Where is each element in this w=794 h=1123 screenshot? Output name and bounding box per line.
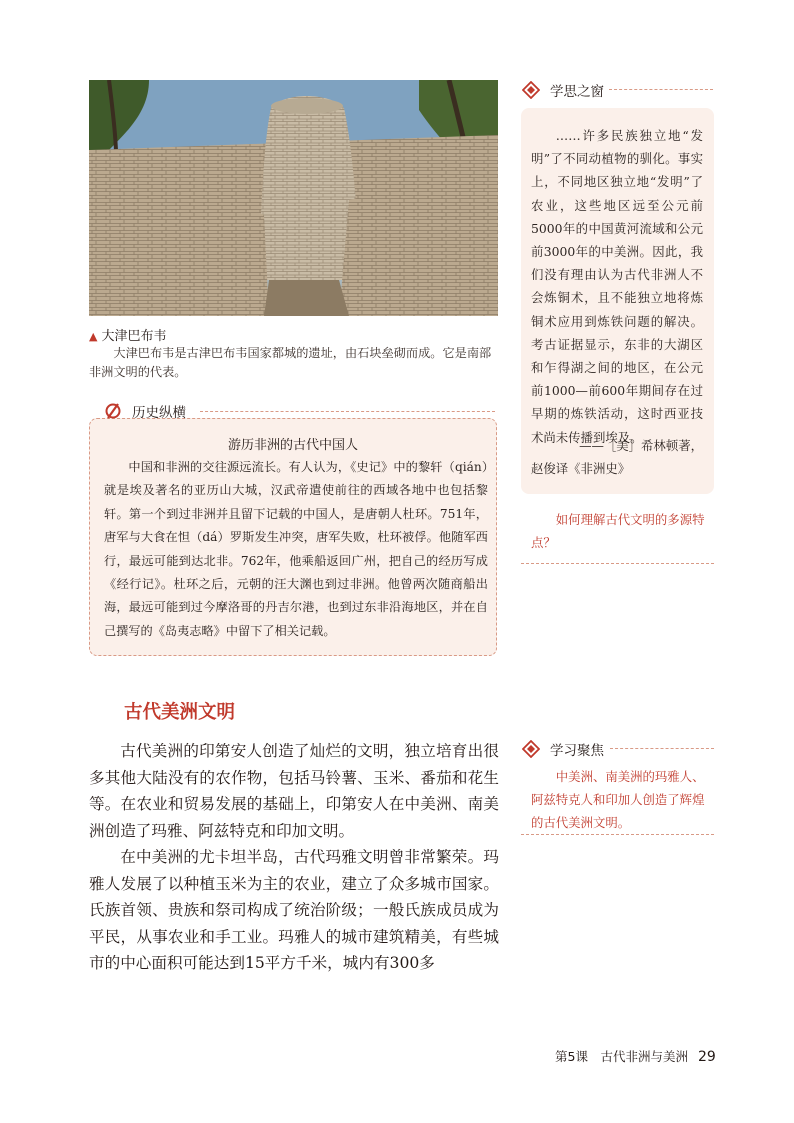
section-heading: 古代美洲文明 bbox=[124, 702, 236, 723]
caption-title-text: 大津巴布韦 bbox=[101, 329, 167, 344]
diamond-badge-icon bbox=[522, 740, 540, 758]
page-number: 29 bbox=[697, 1049, 716, 1065]
learning-focus-label: 学习聚焦 bbox=[550, 743, 604, 759]
history-box-header bbox=[104, 401, 186, 421]
quote-text: ……许多民族独立地“发明”了不同动植物的驯化。事实上，不同地区独立地“发明”了农业，这些地区远至公元前5000年的中国黄河流域和公元前3000年的中美洲。因此，我们没有理由认为古代非洲人不会炼铜术，且不能独立地将炼铜术应用到炼铁问题的解决。考古证据显示，东非的大湖区和乍得湖之间的地区，在公元前1000—前600年期间存在过早期的炼铁活动，这时西亚技术尚未传播到埃及。 bbox=[531, 128, 703, 445]
quote-source-line-1: ——［美］希林顿著， bbox=[579, 438, 703, 453]
history-box-label: 历史纵横 bbox=[132, 405, 186, 421]
divider bbox=[521, 834, 714, 835]
thinking-window-label: 学思之窗 bbox=[550, 84, 604, 100]
figure-caption-text: 大津巴布韦是古津巴布韦国家都城的遗址，由石块垒砌而成。它是南部非洲文明的代表。 bbox=[89, 346, 492, 379]
paragraph: 古代美洲的印第安人创造了灿烂的文明，独立培育出很多其他大陆没有的农作物，包括马铃薯、玉米、番茄和花生等。在农业和贸易发展的基础上，印第安人在中美洲、南美洲创造了玛雅、阿兹特克和印加文明。 bbox=[89, 742, 499, 840]
quote-source-line-2: 赵俊译《非洲史》 bbox=[531, 461, 631, 477]
figure-caption-title bbox=[89, 325, 166, 344]
quote-source bbox=[531, 434, 703, 480]
divider bbox=[521, 563, 714, 564]
history-box-text: 中国和非洲的交往源远流长。有人认为，《史记》中的黎轩（qián）就是埃及著名的亚历山大城，汉武帝遣使前往的西域各地中也包括黎轩。第一个到过非洲并且留下记载的中国人，是唐朝人杜环。751年，唐军与大食在怛（dá）罗斯发生冲突，唐军失败，杜环被俘。他随军西行，最远可能到达北非。762年，他乘船返回广州，把自己的经历写成《经行记》。杜环之后，元朝的汪大渊也到过非洲。他曾两次随商船出海，最远可能到过今摩洛哥的丹吉尔港，也到过东非沿海地区，并在自己撰写的《岛夷志略》中留下了相关记载。 bbox=[104, 460, 488, 638]
great-zimbabwe-photo bbox=[89, 80, 498, 316]
diamond-badge-icon bbox=[522, 81, 540, 99]
learning-focus-header bbox=[522, 739, 604, 759]
paragraph: 在中美洲的尤卡坦半岛，古代玛雅文明曾非常繁荣。玛雅人发展了以种植玉米为主的农业，建立了众多城市国家。氏族首领、贵族和祭司构成了统治阶级；一般氏族成员成为平民，从事农业和手工业。玛雅人的城市建筑精美，有些城市的中心面积可能达到15平方千米，城内有300多 bbox=[89, 848, 499, 972]
divider bbox=[200, 411, 495, 412]
learning-focus-text: 中美洲、南美洲的玛雅人、阿兹特克人和印加人创造了辉煌的古代美洲文明。 bbox=[531, 769, 705, 830]
history-box-title: 游历非洲的古代中国人 bbox=[227, 438, 358, 453]
thinking-window-header bbox=[522, 80, 604, 100]
main-body-text bbox=[89, 738, 499, 977]
divider bbox=[610, 748, 714, 749]
history-compass-icon bbox=[104, 402, 122, 420]
divider bbox=[609, 89, 713, 90]
triangle-marker-icon: ▲ bbox=[89, 330, 98, 343]
reflection-question: 如何理解古代文明的多源特点？ bbox=[531, 512, 705, 550]
page-footer bbox=[555, 1047, 716, 1065]
lesson-title: 第5课 古代非洲与美洲 bbox=[555, 1049, 688, 1064]
